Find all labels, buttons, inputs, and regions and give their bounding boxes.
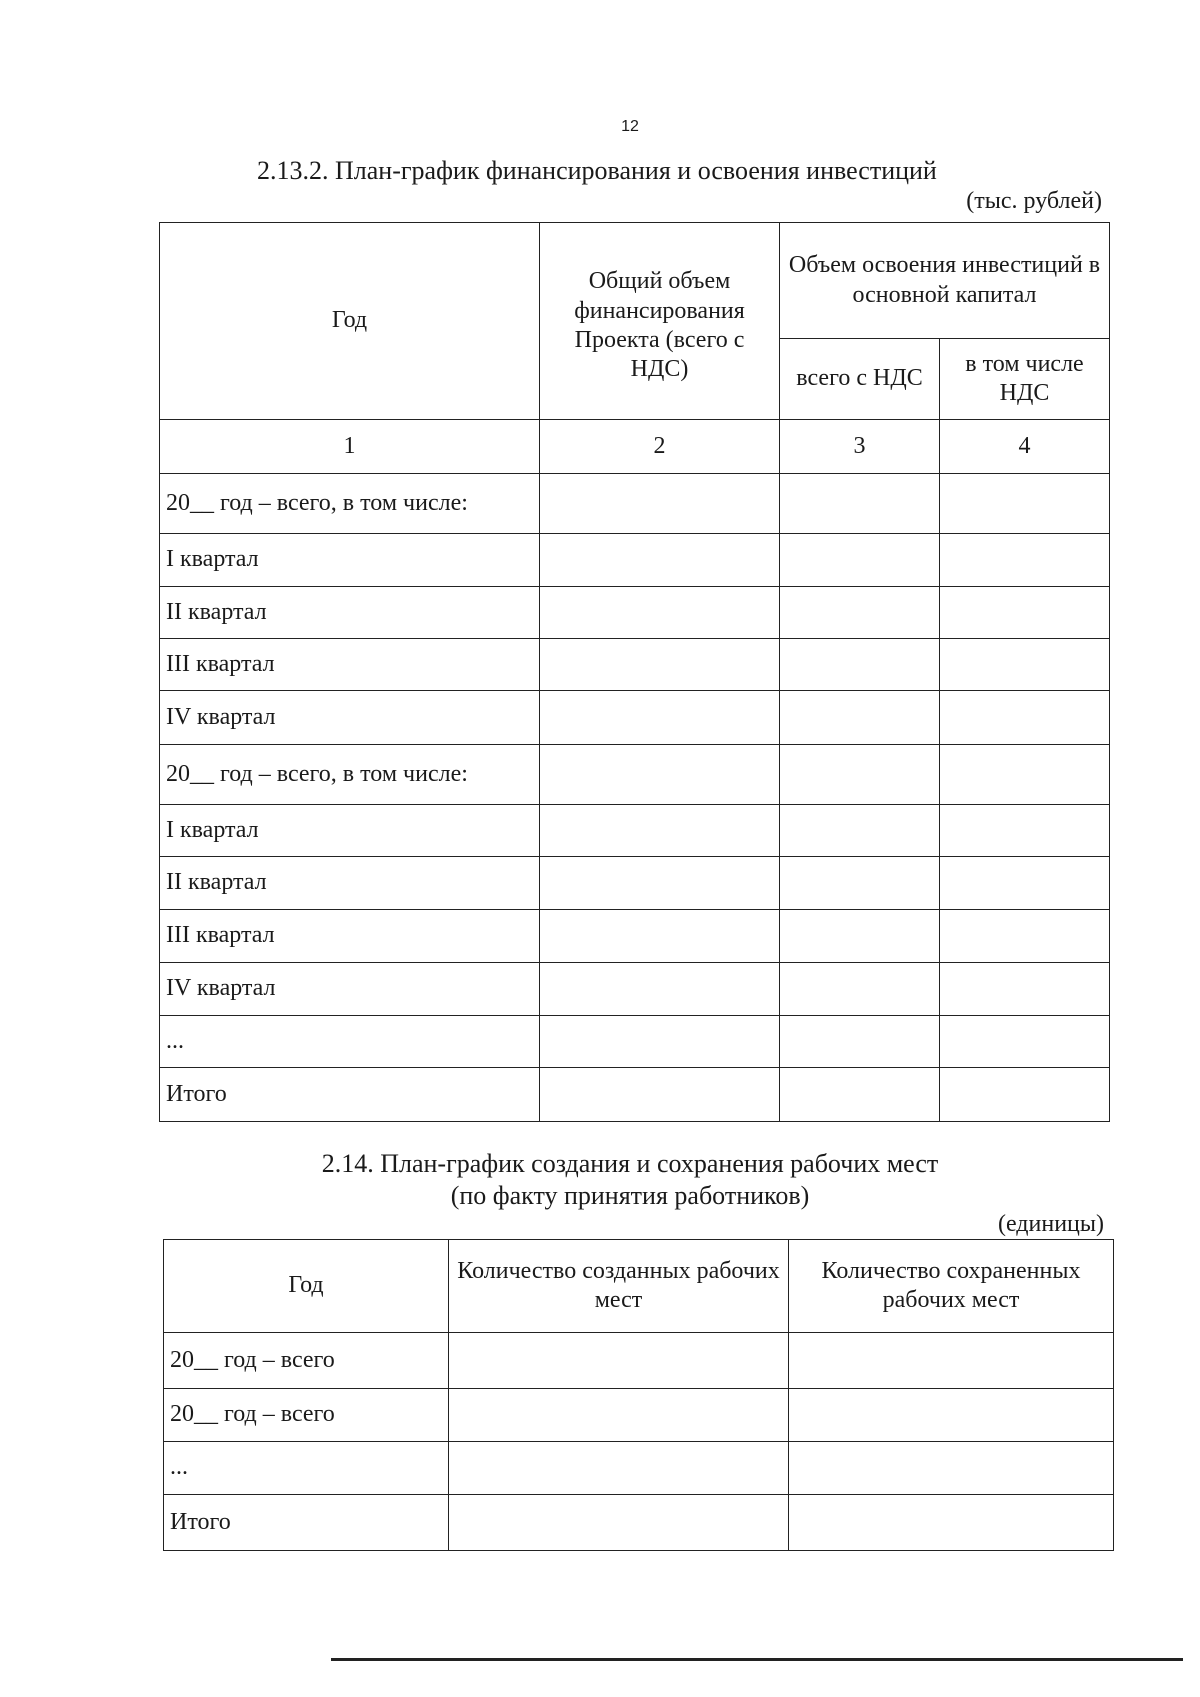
value-cell — [780, 639, 940, 691]
column-number-row — [160, 420, 1110, 474]
value-cell — [780, 745, 940, 805]
row-label: II квартал — [160, 587, 540, 639]
row-label: III квартал — [160, 639, 540, 691]
value-cell — [940, 745, 1110, 805]
row-label: ... — [160, 1016, 540, 1068]
row-label: Итого — [164, 1495, 449, 1551]
value-cell — [780, 691, 940, 745]
jobs-schedule-table — [163, 1239, 1114, 1551]
table-row — [160, 587, 1110, 639]
header-year: Год — [160, 223, 540, 420]
page-number: 12 — [621, 118, 639, 135]
table-row — [160, 534, 1110, 587]
table-row-total — [160, 1068, 1110, 1122]
value-cell — [540, 1016, 780, 1068]
value-cell — [780, 857, 940, 910]
value-cell — [940, 691, 1110, 745]
value-cell — [540, 963, 780, 1016]
table-row — [160, 691, 1110, 745]
row-label: IV квартал — [160, 691, 540, 745]
value-cell — [789, 1389, 1114, 1442]
value-cell — [940, 963, 1110, 1016]
value-cell — [780, 474, 940, 534]
row-label: III квартал — [160, 910, 540, 963]
value-cell — [540, 745, 780, 805]
value-cell — [540, 639, 780, 691]
header-year: Год — [164, 1240, 449, 1333]
table-row — [160, 639, 1110, 691]
value-cell — [780, 805, 940, 857]
unit-label-units: (единицы) — [997, 1211, 1104, 1237]
value-cell — [940, 587, 1110, 639]
column-number: 3 — [780, 420, 940, 474]
row-label: Итого — [160, 1068, 540, 1122]
header-including-vat: в том числе НДС — [940, 339, 1110, 420]
row-label: ... — [164, 1442, 449, 1495]
unit-label-thousand-rubles: (тыс. рублей) — [966, 188, 1102, 214]
header-created-jobs: Количество созданных рабочих мест — [449, 1240, 789, 1333]
value-cell — [940, 857, 1110, 910]
value-cell — [449, 1389, 789, 1442]
value-cell — [449, 1442, 789, 1495]
table-row — [164, 1333, 1114, 1389]
value-cell — [540, 691, 780, 745]
table-row — [160, 963, 1110, 1016]
table-row — [164, 1389, 1114, 1442]
value-cell — [540, 910, 780, 963]
value-cell — [789, 1495, 1114, 1551]
table-row — [164, 1442, 1114, 1495]
value-cell — [940, 534, 1110, 587]
table-row — [160, 857, 1110, 910]
table-row — [160, 474, 1110, 534]
column-number: 2 — [540, 420, 780, 474]
row-label: 20__ год – всего — [164, 1389, 449, 1442]
value-cell — [449, 1495, 789, 1551]
table-row — [160, 910, 1110, 963]
row-label: IV квартал — [160, 963, 540, 1016]
value-cell — [540, 1068, 780, 1122]
value-cell — [940, 1068, 1110, 1122]
row-label: 20__ год – всего — [164, 1333, 449, 1389]
row-label: I квартал — [160, 534, 540, 587]
value-cell — [540, 587, 780, 639]
row-label: 20__ год – всего, в том числе: — [160, 474, 540, 534]
table-row — [160, 745, 1110, 805]
header-capital-investment: Объем освоения инвестиций в основной капитал — [780, 223, 1110, 339]
value-cell — [780, 1016, 940, 1068]
value-cell — [940, 805, 1110, 857]
value-cell — [780, 1068, 940, 1122]
value-cell — [940, 474, 1110, 534]
section-title-financing: 2.13.2. План-график финансирования и освоения инвестиций — [257, 156, 937, 185]
value-cell — [540, 474, 780, 534]
section-title-jobs-line2: (по факту принятия работников) — [450, 1180, 810, 1210]
column-number: 1 — [160, 420, 540, 474]
table-row — [160, 1016, 1110, 1068]
value-cell — [780, 534, 940, 587]
row-label: I квартал — [160, 805, 540, 857]
table-row — [160, 805, 1110, 857]
value-cell — [540, 857, 780, 910]
bottom-rule — [331, 1658, 1183, 1661]
row-label: II квартал — [160, 857, 540, 910]
section-title-jobs — [0, 1148, 1200, 1211]
value-cell — [449, 1333, 789, 1389]
value-cell — [780, 963, 940, 1016]
value-cell — [789, 1442, 1114, 1495]
value-cell — [789, 1333, 1114, 1389]
value-cell — [940, 639, 1110, 691]
financing-schedule-table — [159, 222, 1110, 1122]
column-number: 4 — [940, 420, 1110, 474]
value-cell — [780, 587, 940, 639]
header-total-with-vat: всего с НДС — [780, 339, 940, 420]
value-cell — [940, 910, 1110, 963]
value-cell — [780, 910, 940, 963]
header-total-financing: Общий объем финансирования Проекта (всего с НДС) — [540, 223, 780, 420]
row-label: 20__ год – всего, в том числе: — [160, 745, 540, 805]
value-cell — [540, 534, 780, 587]
value-cell — [940, 1016, 1110, 1068]
header-preserved-jobs: Количество сохраненных рабочих мест — [789, 1240, 1114, 1333]
section-title-jobs-line1: 2.14. План-график создания и сохранения рабочих мест — [321, 1149, 939, 1178]
table-row-total — [164, 1495, 1114, 1551]
value-cell — [540, 805, 780, 857]
